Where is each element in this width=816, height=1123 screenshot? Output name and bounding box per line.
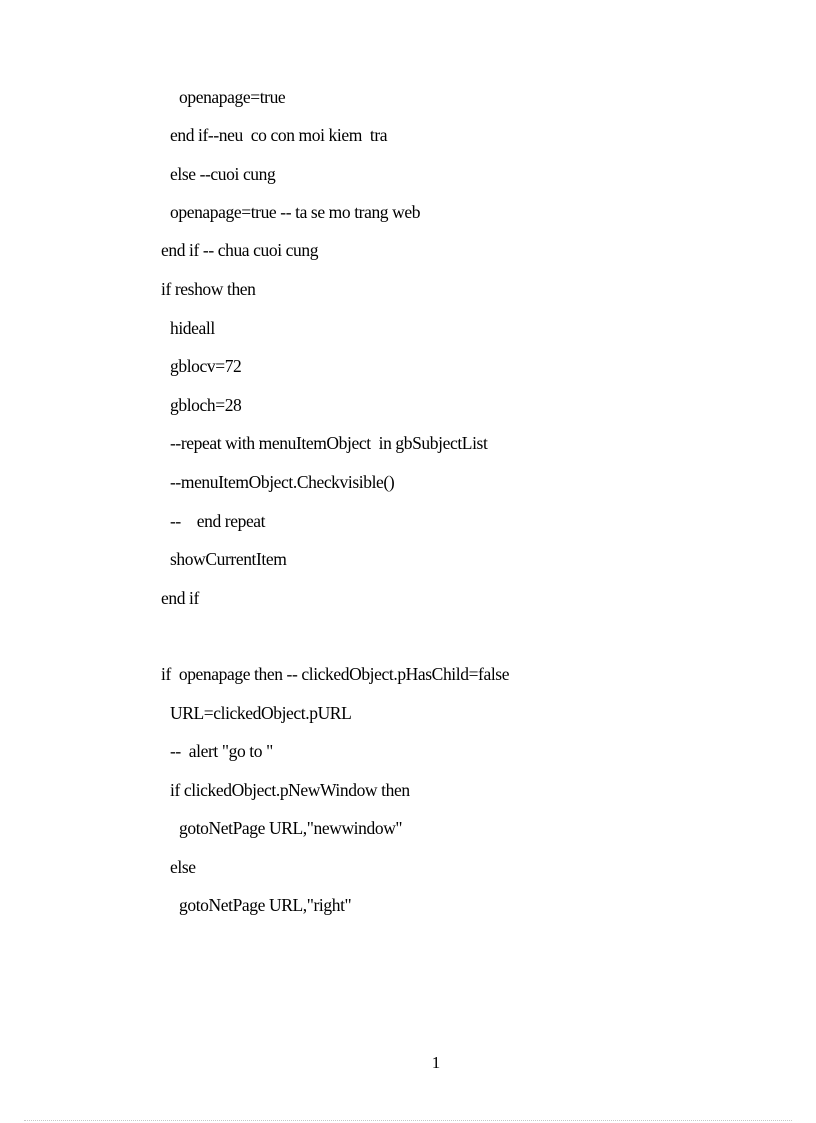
code-line: gblocv=72 <box>170 356 242 376</box>
code-line: gotoNetPage URL,"right" <box>179 895 352 915</box>
code-line: if clickedObject.pNewWindow then <box>170 780 410 800</box>
code-line: else <box>170 857 196 877</box>
code-line: showCurrentItem <box>170 549 287 569</box>
code-line: else --cuoi cung <box>170 164 276 184</box>
code-line: openapage=true -- ta se mo trang web <box>170 202 421 222</box>
code-line: -- end repeat <box>170 511 266 531</box>
code-line: end if -- chua cuoi cung <box>161 240 319 260</box>
page-number: 1 <box>431 1053 441 1072</box>
code-line: gbloch=28 <box>170 395 242 415</box>
code-line: if reshow then <box>161 279 256 299</box>
code-line: if openapage then -- clickedObject.pHasChild=false <box>161 664 510 684</box>
code-line: --menuItemObject.Checkvisible() <box>170 472 395 492</box>
code-line: URL=clickedObject.pURL <box>170 703 352 723</box>
code-line: openapage=true <box>179 87 286 107</box>
code-line: hideall <box>170 318 215 338</box>
footer-divider <box>24 1120 792 1121</box>
code-line: -- alert "go to " <box>170 741 273 761</box>
code-line: end if--neu co con moi kiem tra <box>170 125 388 145</box>
code-line: gotoNetPage URL,"newwindow" <box>179 818 403 838</box>
code-line: --repeat with menuItemObject in gbSubjectList <box>170 433 488 453</box>
code-line: end if <box>161 588 199 608</box>
